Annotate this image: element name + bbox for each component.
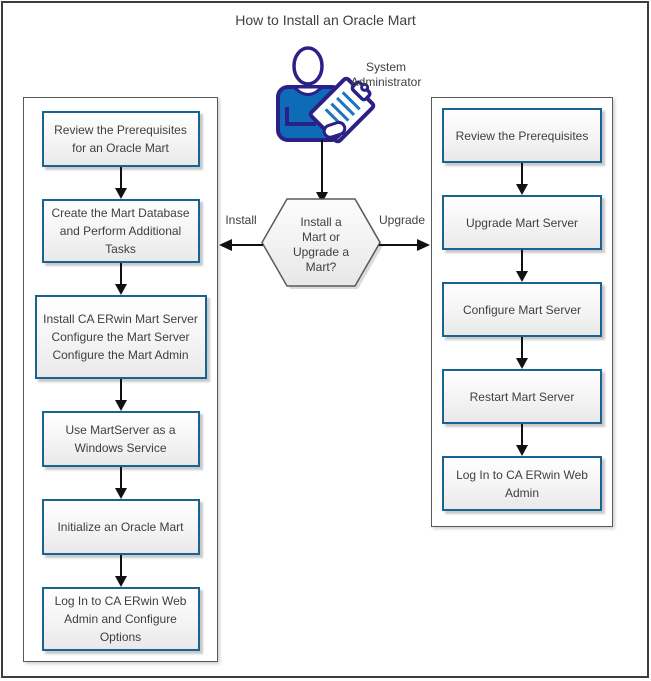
decision-line: Mart or xyxy=(301,230,340,244)
step-text: Log In to CA ERwin Web xyxy=(456,467,588,482)
step-box xyxy=(42,111,200,167)
step-box xyxy=(42,411,200,467)
page-title: How to Install an Oracle Mart xyxy=(235,12,416,28)
step-box xyxy=(42,499,200,555)
step-box xyxy=(442,282,602,337)
upgrade-branch-panel xyxy=(431,97,613,527)
right-arrow-line xyxy=(379,244,417,246)
actor-label-line1: System xyxy=(365,60,406,74)
step-box xyxy=(42,587,200,651)
down-arrow-icon xyxy=(115,467,127,499)
actor-label xyxy=(330,60,442,90)
right-arrow-icon xyxy=(417,239,430,251)
step-text: Use MartServer as a xyxy=(65,423,176,437)
step-text: Tasks xyxy=(105,242,136,256)
upgrade-branch-label: Upgrade xyxy=(378,213,426,227)
decision-text xyxy=(262,200,380,290)
step-text: Admin xyxy=(504,485,539,500)
step-text: for an Oracle Mart xyxy=(72,141,169,155)
step-text: Configure the Mart Server xyxy=(51,330,190,344)
down-arrow-icon xyxy=(516,337,528,369)
left-arrow-line xyxy=(230,244,263,246)
down-arrow-icon xyxy=(516,424,528,456)
actor-label-line2: Administrator xyxy=(350,75,422,89)
down-arrow-icon xyxy=(516,250,528,282)
step-box xyxy=(442,108,602,163)
step-box xyxy=(442,369,602,424)
step-text: Configure the Mart Admin xyxy=(52,348,189,362)
decision-line: Mart? xyxy=(305,260,337,274)
install-branch-label: Install xyxy=(225,213,257,227)
down-arrow-icon xyxy=(115,555,127,587)
down-arrow-icon xyxy=(115,379,127,411)
step-text: Log In to CA ERwin Web xyxy=(54,594,187,608)
step-text: and Perform Additional xyxy=(59,224,182,238)
step-text: Create the Mart Database xyxy=(51,206,190,220)
step-text: Initialize an Oracle Mart xyxy=(57,520,184,534)
down-arrow-icon xyxy=(516,163,528,195)
step-text: Admin and Configure xyxy=(64,612,177,626)
step-text: Options xyxy=(99,630,142,644)
step-box xyxy=(42,199,200,263)
down-arrow-icon xyxy=(115,263,127,295)
down-arrow-icon xyxy=(115,167,127,199)
step-text: Upgrade Mart Server xyxy=(465,215,579,230)
step-text: Configure Mart Server xyxy=(462,302,582,317)
step-text: Review the Prerequisites xyxy=(54,123,187,137)
step-text: Windows Service xyxy=(74,441,167,455)
step-text: Review the Prerequisites xyxy=(455,128,589,143)
install-branch-panel xyxy=(23,97,218,662)
left-arrow-icon xyxy=(219,239,232,251)
step-box xyxy=(35,295,207,379)
step-box xyxy=(442,456,602,511)
decision-line: Install a xyxy=(300,215,342,229)
decision-line: Upgrade a xyxy=(292,245,350,259)
step-box xyxy=(442,195,602,250)
down-arrow-icon xyxy=(316,140,328,203)
step-text: Restart Mart Server xyxy=(469,389,575,404)
step-text: Install CA ERwin Mart Server xyxy=(43,312,198,326)
